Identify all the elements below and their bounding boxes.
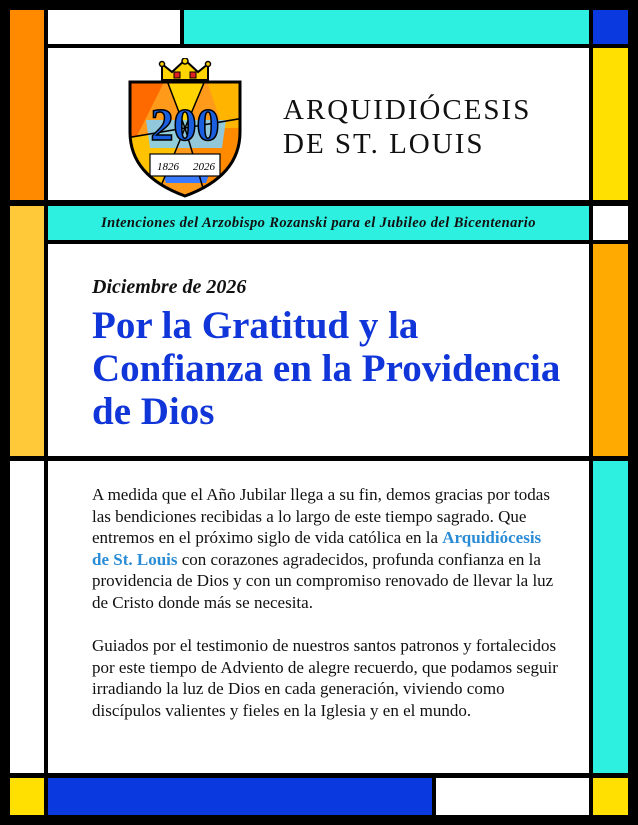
frame-pane [593, 461, 628, 773]
frame-pane [593, 10, 628, 44]
month-label: Diciembre de 2026 [92, 276, 247, 298]
frame-pane [436, 778, 589, 815]
frame-pane [593, 778, 628, 815]
intention-paragraph-1 [92, 484, 562, 613]
frame-pane [184, 10, 589, 44]
paragraph-1-text-before: A medida que el Año Jubilar llega a su fin, demos gracias por todas las bendiciones recibidas a lo largo de este tiempo sagrado. Que entremos en el próximo siglo de vida católica en la [92, 485, 550, 547]
archdiocese-title [283, 93, 531, 161]
frame-pane [48, 10, 180, 44]
frame-pane [10, 461, 44, 773]
frame-pane [593, 244, 628, 456]
logo-number: 200 [150, 99, 220, 150]
logo-year-start: 1826 [157, 161, 179, 173]
intention-paragraph-2: Guiados por el testimonio de nuestros santos patronos y fortalecidos por este tiempo de Adviento de alegre recuerdo, que podamos seguir irradiando la luz de Dios en cada generación, viviendo como discípulos valientes y fieles en la Iglesia y en el mundo. [92, 636, 558, 720]
paragraph-1-text-after: con corazones agradecidos, profunda confianza en la providencia de Dios y con un compromiso renovado de llevar la luz de Cristo donde más se necesita. [92, 549, 554, 612]
frame-pane [593, 206, 628, 240]
logo-year-end: 2026 [193, 161, 215, 173]
frame-pane [10, 206, 44, 456]
banner [48, 206, 589, 240]
archdiocese-title-line1: ARQUIDIÓCESIS [283, 94, 532, 126]
banner-text: Intenciones del Arzobispo Rozanski para el Jubileo del Bicentenario [101, 214, 536, 231]
intention-body [92, 484, 562, 743]
archdiocese-title-line2: DE ST. LOUIS [283, 128, 485, 160]
crown-icon [160, 58, 211, 80]
frame-pane [593, 48, 628, 200]
archdiocese-bicentennial-logo [126, 58, 244, 198]
page-title: Por la Gratitud y la Confianza en la Providencia de Dios [92, 304, 561, 433]
frame-pane [10, 10, 44, 200]
archdiocese-highlight: Arquidiócesis de St. Louis [92, 528, 542, 569]
frame-pane [48, 778, 432, 815]
frame-pane [10, 778, 44, 815]
